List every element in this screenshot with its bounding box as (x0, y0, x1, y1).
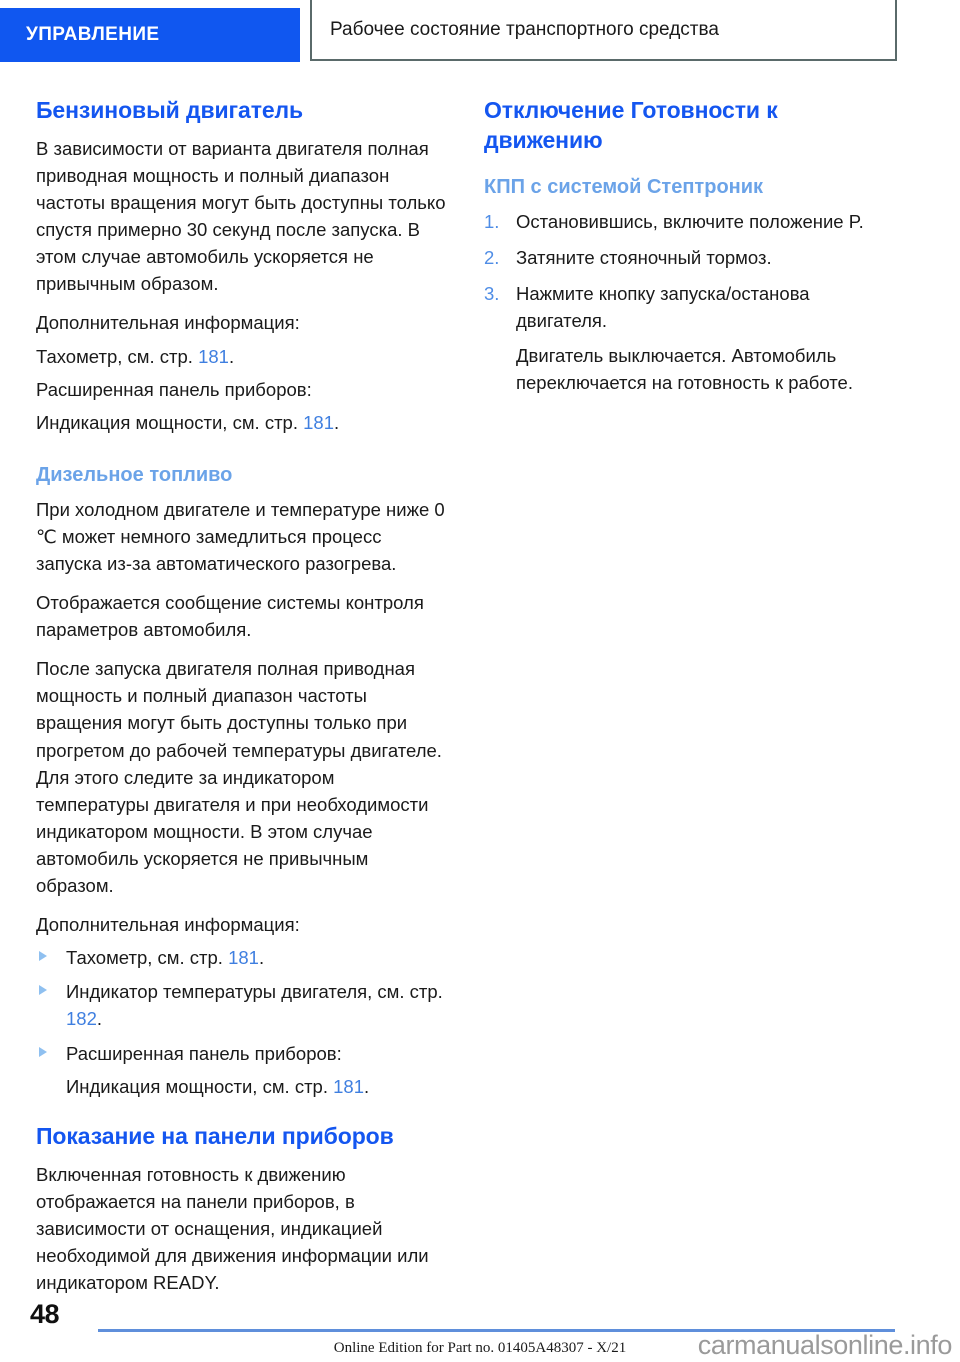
triangle-bullet-icon (39, 951, 47, 961)
bullet-sub-text: Индикация мощности, см. стр. (66, 1075, 334, 1097)
header-section-band (0, 8, 300, 62)
header-topic-tab (310, 0, 897, 61)
list-item (36, 1040, 446, 1100)
page-number: 48 (30, 1299, 60, 1329)
page-header (0, 0, 960, 66)
ref-power-display-period: . (334, 411, 340, 433)
step-text: Затяните стояночный тормоз. (516, 246, 772, 268)
bullet-period: . (258, 947, 265, 969)
step-text: Нажмите кнопку запуска/останова двигателя. (516, 282, 810, 332)
right-column (484, 96, 894, 405)
petrol-engine-ref-power-display (36, 409, 446, 436)
step-number: 1. (484, 210, 500, 232)
petrol-engine-extended-cluster-label: Расширенная панель приборов: (36, 378, 312, 400)
page-link-181[interactable]: 181 (303, 411, 335, 433)
triangle-bullet-icon (39, 1047, 47, 1057)
header-topic-label: Рабочее состояние транспортного средства (330, 18, 719, 40)
bullet-text: Расширенная панель приборов: (66, 1042, 342, 1064)
list-item (484, 280, 894, 396)
step-text: Остановившись, включите положение P. (516, 210, 864, 232)
petrol-engine-title: Бензиновый двигатель (36, 97, 304, 123)
list-item (484, 208, 894, 235)
instrument-cluster-paragraph-1: Включенная готовность к движению отображается на панели приборов, в зависимости от оснащения, индикацией необходимой для движения информации или индикатором READY. (36, 1163, 429, 1293)
diesel-fuel-paragraph-3: После запуска двигателя полная приводная мощность и полный диапазон частоты вращения могут быть доступны только при прогретом до рабочей температуры двигателе. Для этого следите за индикатором температуры двигателя и при необходимости индикатором мощности. В этом случае автомобиль ускоряется не привычным образом. (36, 658, 442, 897)
bullet-sub-period: . (364, 1075, 370, 1097)
site-watermark: carmanualsonline.info (697, 1330, 952, 1360)
section-petrol-engine (36, 96, 446, 436)
steptronic-transmission-subtitle: КПП с системой Стептроник (484, 175, 764, 198)
ref-tachometer-text: Тахометр, см. стр. (36, 345, 199, 367)
petrol-engine-paragraph-1: В зависимости от варианта двигателя полная приводная мощность и полный диапазон частоты вращения могут быть доступны только спустя примерно 30 секунд после запуска. В этом случае автомобиль ускоряется не привычным образом. (36, 137, 446, 295)
petrol-engine-more-info-label: Дополнительная информация: (36, 312, 300, 334)
bullet-text: Индикатор температуры двигателя, см. стр. (66, 981, 443, 1003)
bullet-period: . (96, 1008, 103, 1030)
step-number: 2. (484, 246, 500, 268)
switch-off-readiness-steps (484, 208, 894, 397)
page-link-182[interactable]: 182 (66, 1008, 97, 1030)
section-switch-off-readiness (484, 96, 894, 396)
diesel-fuel-paragraph-1: При холодном двигателе и температуре ниже 0 ℃ может немного замедлиться процесс запуска из-за автоматического разогрева. (36, 498, 445, 575)
section-instrument-cluster (36, 1122, 446, 1296)
left-column (36, 96, 446, 1308)
page-link-181[interactable]: 181 (198, 345, 229, 367)
step-number: 3. (484, 282, 500, 304)
petrol-engine-ref-tachometer (36, 343, 446, 370)
triangle-bullet-icon (39, 985, 47, 995)
ref-tachometer-period: . (228, 345, 235, 367)
page-link-181[interactable]: 181 (228, 947, 259, 969)
ref-power-display-text: Индикация мощности, см. стр. (36, 411, 304, 433)
diesel-fuel-paragraph-2: Отображается сообщение системы контроля параметров автомобиля. (36, 592, 424, 641)
list-item (36, 944, 446, 971)
footer-edition-note: Online Edition for Part no. 01405A48307 - X/21 (333, 1340, 627, 1356)
header-section-label: УПРАВЛЕНИЕ (26, 24, 160, 45)
step-result-text: Двигатель выключается. Автомобиль переключается на готовность к работе. (516, 345, 853, 394)
bullet-text: Тахометр, см. стр. (66, 947, 229, 969)
switch-off-readiness-title: Отключение Готовности к движению (484, 97, 778, 153)
instrument-cluster-title: Показание на панели приборов (36, 1122, 394, 1149)
diesel-fuel-reference-list (36, 944, 446, 1099)
diesel-fuel-title: Дизельное топливо (36, 463, 233, 486)
list-item (484, 244, 894, 271)
page-link-181[interactable]: 181 (333, 1075, 365, 1097)
bullet-sub-line (66, 1073, 446, 1100)
diesel-fuel-more-info-label: Дополнительная информация: (36, 914, 300, 936)
list-item (36, 978, 446, 1032)
section-diesel-fuel (36, 462, 446, 1100)
page-footer (0, 1282, 960, 1362)
